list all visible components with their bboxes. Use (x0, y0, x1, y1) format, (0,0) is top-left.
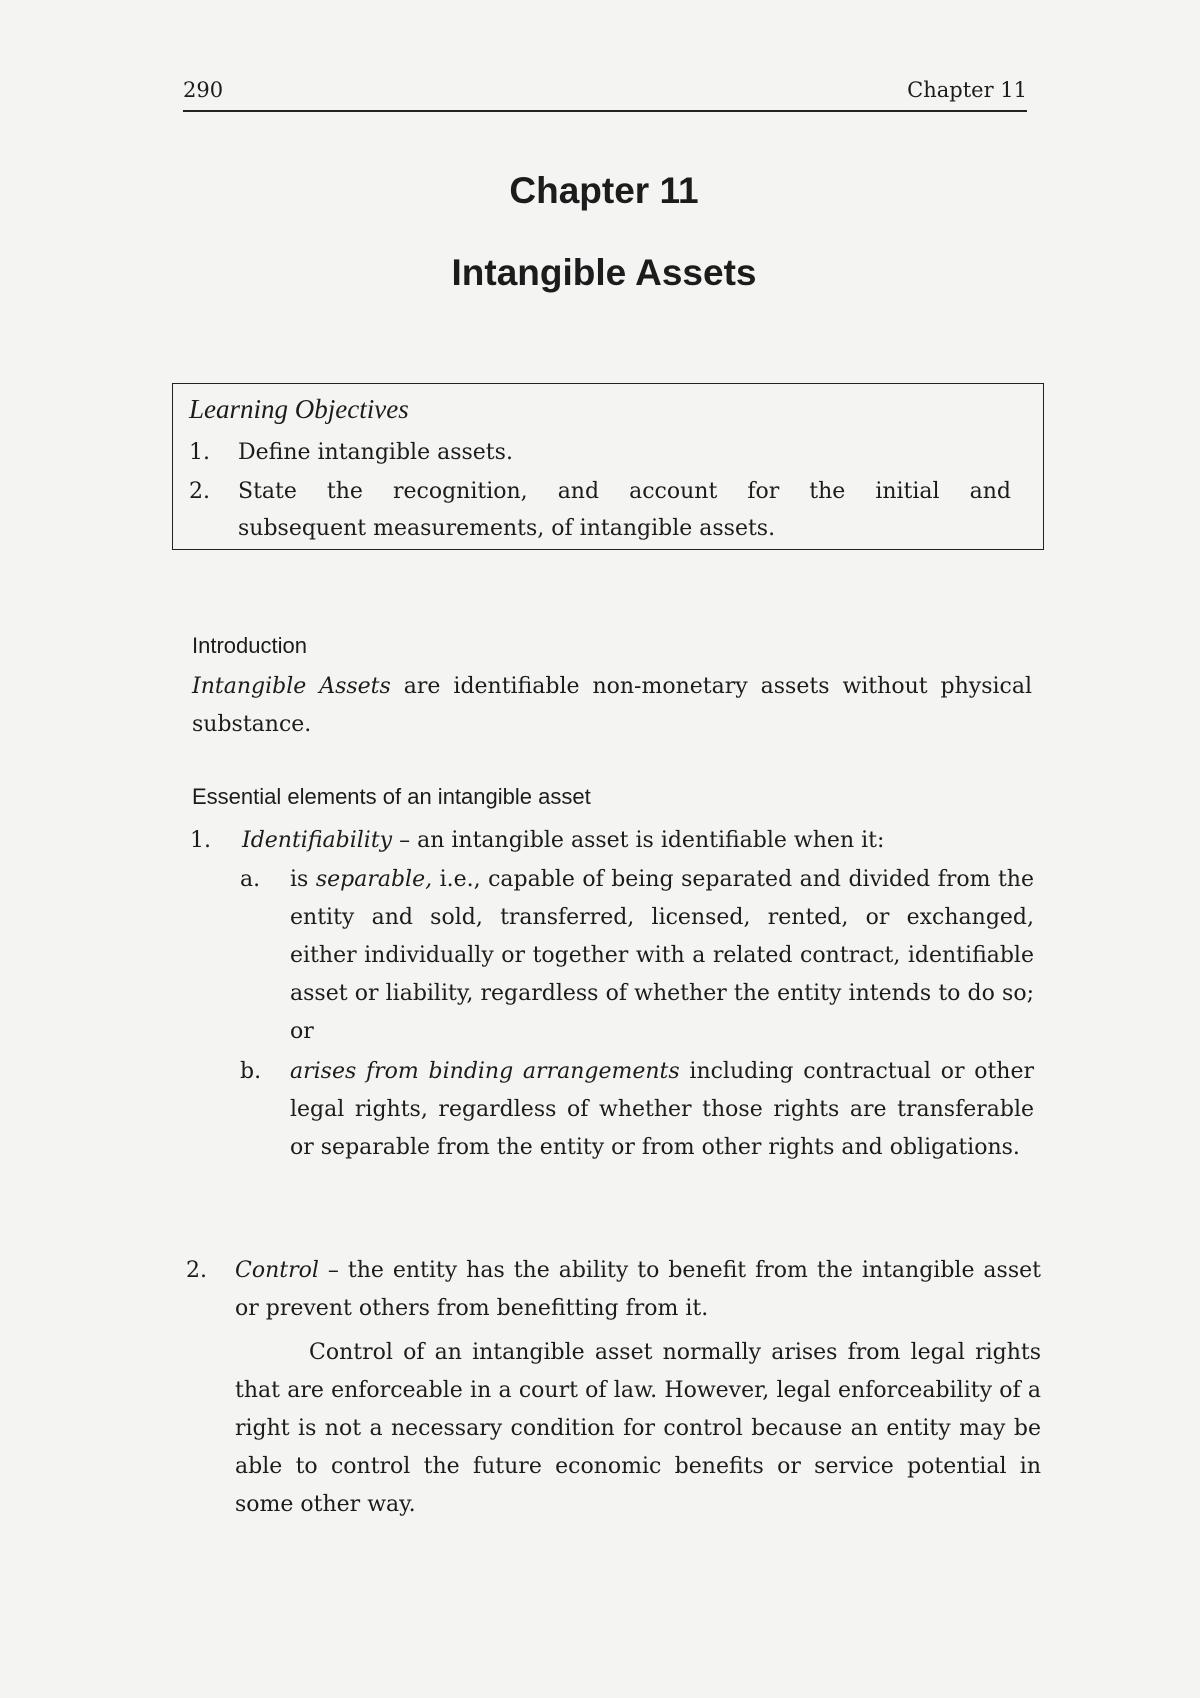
identifiability-item: Identifiability – an intangible asset is identifiable when it: (242, 828, 885, 853)
element-number: 1. (190, 828, 211, 853)
control-item: Control – the entity has the ability to benefit from the intangible asset or prevent others from benefitting from it. (235, 1258, 1041, 1321)
sub-item-label: b. (240, 1059, 262, 1084)
control-term: Control (235, 1258, 319, 1283)
chapter-title: Intangible Assets (451, 252, 757, 293)
running-header (183, 70, 1027, 112)
objective-number: 2. (189, 479, 210, 504)
introduction-definition: Intangible Assets are identifiable non-monetary assets without physical substance. (192, 674, 1033, 737)
separable-term: separable, (315, 867, 433, 892)
essential-elements-heading: Essential elements of an intangible asset (192, 784, 591, 809)
running-title: Chapter 11 (907, 78, 1027, 102)
objective-text-line2: subsequent measurements, of intangible assets. (238, 516, 776, 541)
identifiability-term: Identifiability (242, 828, 393, 853)
chapter-number: Chapter 11 (509, 170, 699, 211)
sub-item-label: a. (240, 867, 261, 892)
element-number: 2. (186, 1258, 207, 1283)
binding-arrangements-sub-item: arises from binding arrangements including contractual or other legal rights, regardless of whether those rights are transferable or separable from the entity or from other rights and obligations. (290, 1059, 1034, 1160)
learning-objectives-box (172, 383, 1044, 550)
separable-sub-item: is separable, i.e., capable of being separated and divided from the entity and sold, transferred, licensed, rented, or exchanged, either individually or together with a related contract, identifiable asset or liability, regardless of whether the entity intends to do so; or (290, 867, 1034, 1044)
control-paragraph: Control of an intangible asset normally arises from legal rights that are enforceable in a court of law. However, legal enforceability of a right is not a necessary condition for control because an entity may be able to control the future economic benefits or service potential in some other way. (235, 1340, 1041, 1517)
objective-text: Define intangible assets. (238, 440, 513, 465)
intangible-assets-term: Intangible Assets (192, 674, 391, 699)
objective-text-line1: State the recognition, and account for the initial and (238, 479, 1011, 504)
page-number: 290 (183, 78, 224, 102)
binding-arrangements-term: arises from binding arrangements (290, 1059, 680, 1084)
objective-number: 1. (189, 440, 210, 465)
introduction-heading: Introduction (192, 633, 307, 658)
learning-objectives-heading: Learning Objectives (189, 394, 409, 424)
